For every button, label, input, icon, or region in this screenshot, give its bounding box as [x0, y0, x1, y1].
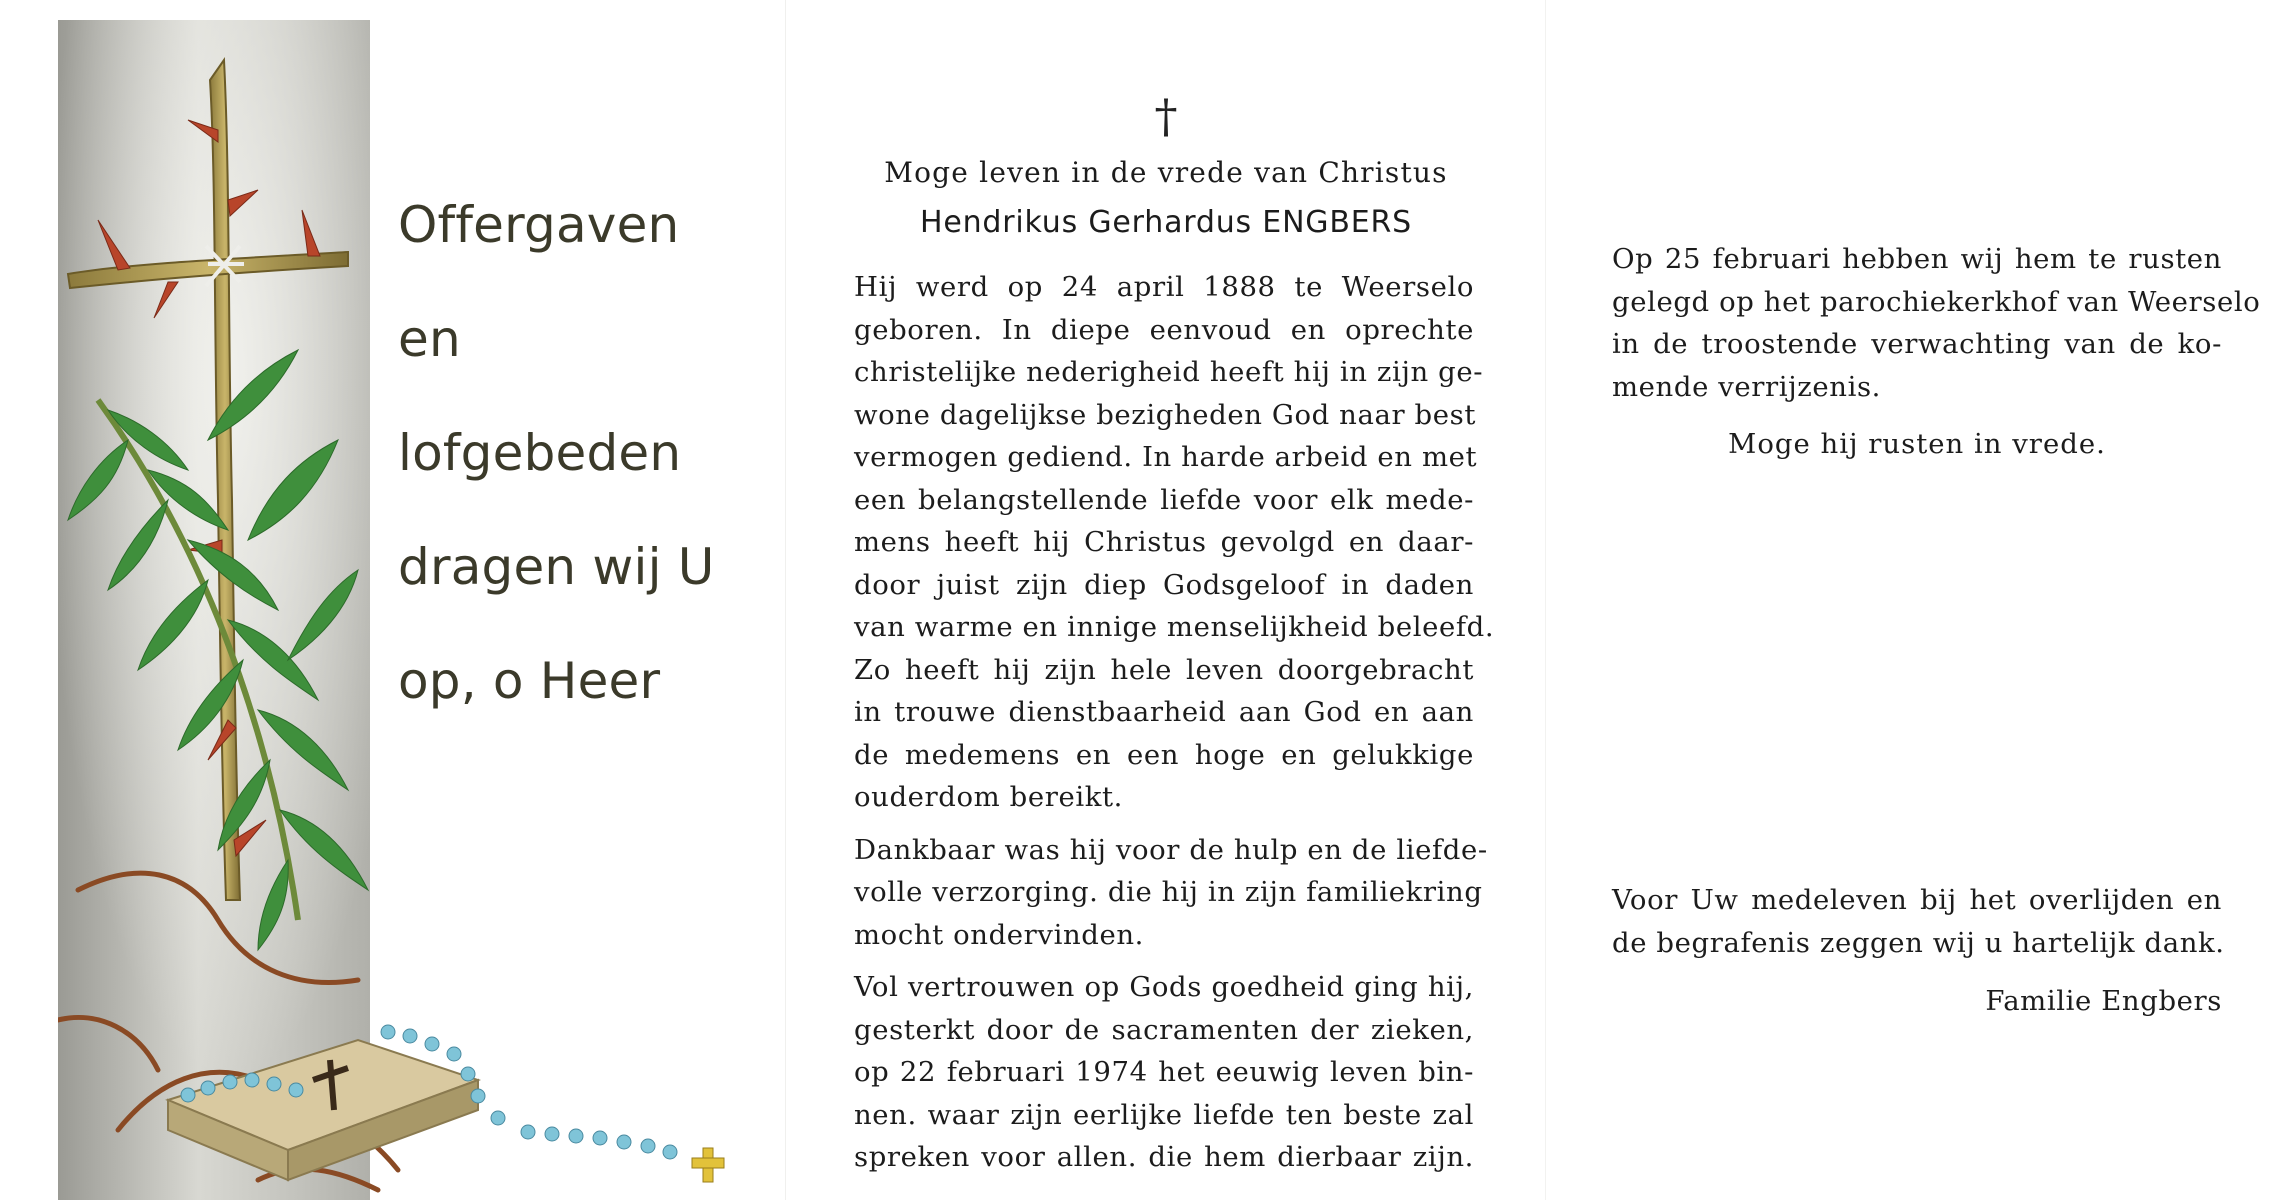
intro-blessing: Moge leven in de vrede van Christus — [884, 156, 1448, 189]
text-line: door juist zijn diep Godsgeloof in daden — [854, 568, 1474, 601]
biography-text — [854, 266, 1495, 1189]
memorial-card-biography — [785, 0, 1545, 1200]
text-line: op 22 februari 1974 het eeuwig leven bin- — [854, 1056, 1474, 1088]
text-line: Op 25 februari hebben wij hem te rusten — [1612, 243, 2222, 275]
biography-paragraph — [854, 966, 1474, 1179]
text-line: nen. waar zijn eerlijke liefde ten beste zal — [854, 1098, 1474, 1131]
prayer-line: op, o Heer — [398, 652, 661, 710]
text-line: mocht ondervinden. — [854, 918, 1145, 951]
text-line: wone dagelijkse bezigheden God naar best — [854, 398, 1476, 431]
text-line: Dankbaar was hij voor de hulp en de liefde- — [854, 833, 1488, 866]
text-line: gesterkt door de sacramenten der zieken, — [854, 1013, 1474, 1046]
cross-icon: † — [1154, 89, 1178, 143]
text-line: mende verrijzenis. — [1612, 370, 1882, 403]
biography-paragraph — [854, 829, 1488, 957]
memorial-card-front — [0, 0, 785, 1200]
text-line: van warme en innige menselijkheid beleefd. — [854, 611, 1495, 643]
text-line: Vol vertrouwen op Gods goedheid ging hij, — [854, 971, 1474, 1003]
rosary-crucifix — [692, 1148, 724, 1182]
text-line: de medemens en een hoge en gelukkige — [854, 738, 1474, 771]
text-line: geboren. In diepe eenvoud en oprechte — [854, 313, 1474, 346]
family-signature: Familie Engbers — [1985, 985, 2222, 1017]
text-line: christelijke nederigheid heeft hij in zijn ge- — [854, 356, 1484, 388]
rest-in-peace: Moge hij rusten in vrede. — [1728, 428, 2106, 460]
text-line: Voor Uw medeleven bij het overlijden en — [1612, 884, 2222, 916]
prayer-line: en — [398, 310, 461, 368]
text-line: een belangstellende liefde voor elk mede- — [854, 483, 1474, 516]
text-line: spreken voor allen. die hem dierbaar zijn. — [854, 1141, 1474, 1173]
text-line: de begrafenis zeggen wij u hartelijk dank. — [1612, 926, 2225, 959]
deceased-name: Hendrikus Gerhardus ENGBERS — [920, 205, 1412, 240]
prayer-line: lofgebeden — [398, 424, 682, 482]
burial-paragraph — [1612, 238, 2261, 408]
biography-paragraph — [854, 266, 1495, 819]
text-line: gelegd op het parochiekerkhof van Weerselo — [1612, 285, 2261, 318]
text-line: in trouwe dienstbaarheid aan God en aan — [854, 696, 1474, 728]
text-line: volle verzorging. die hij in zijn familiekring — [854, 876, 1483, 908]
text-line: vermogen gediend. In harde arbeid en met — [854, 441, 1478, 473]
text-line: mens heeft hij Christus gevolgd en daar- — [854, 526, 1474, 558]
text-line: ouderdom bereikt. — [854, 781, 1124, 813]
text-line: Zo heeft hij zijn hele leven doorgebracht — [854, 653, 1474, 686]
memorial-card-back — [1545, 0, 2296, 1200]
text-line: in de troostende verwachting van de ko- — [1612, 328, 2222, 360]
thanks-paragraph — [1612, 879, 2225, 964]
prayer-line: Offergaven — [398, 196, 680, 254]
prayer-line: dragen wij U — [398, 538, 715, 596]
text-line: Hij werd op 24 april 1888 te Weerselo — [854, 271, 1474, 303]
prayer-text — [398, 188, 715, 758]
